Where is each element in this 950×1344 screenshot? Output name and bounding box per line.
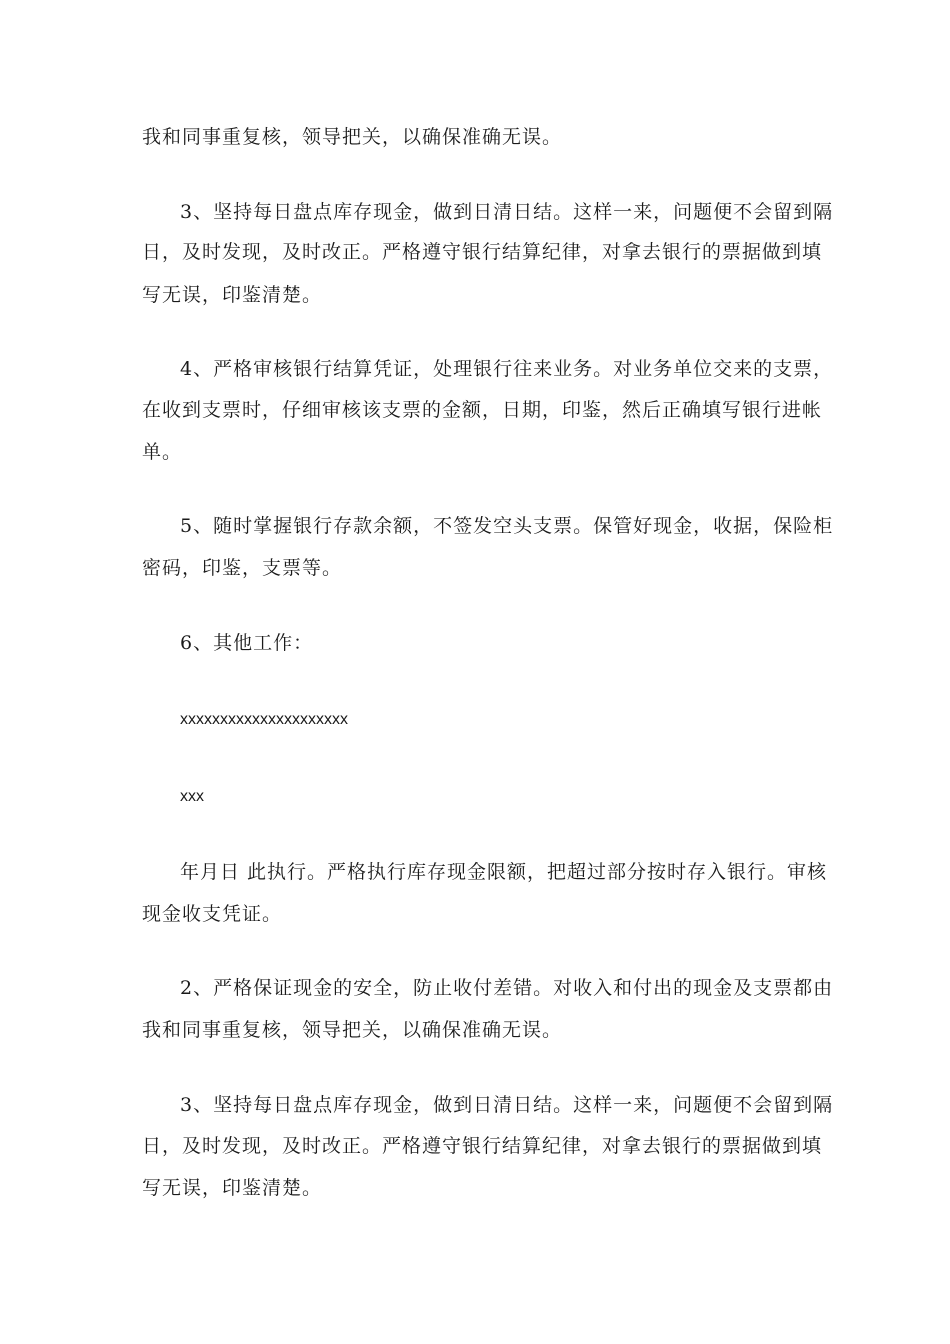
paragraph-line: 写无误，印鉴清楚。 [142, 1177, 323, 1199]
paragraph-line: 单。 [142, 441, 183, 463]
paragraph-line: 3、坚持每日盘点库存现金，做到日清日结。这样一来，问题便不会留到隔 [180, 1094, 834, 1116]
paragraph-line: 年月日 此执行。严格执行库存现金限额，把超过部分按时存入银行。审核 [180, 861, 828, 883]
paragraph-line: 6、其他工作： [180, 632, 314, 654]
paragraph-line: 密码，印鉴，支票等。 [142, 557, 343, 579]
paragraph-line: 日，及时发现，及时改正。严格遵守银行结算纪律，对拿去银行的票据做到填 [142, 241, 823, 263]
paragraph-line: 现金收支凭证。 [142, 903, 283, 925]
paragraph-line: 5、随时掌握银行存款余额，不签发空头支票。保管好现金，收据，保险柜 [180, 515, 834, 537]
paragraph-line: 日，及时发现，及时改正。严格遵守银行结算纪律，对拿去银行的票据做到填 [142, 1135, 823, 1157]
placeholder-line: xxxxxxxxxxxxxxxxxxxxx [180, 711, 348, 728]
paragraph-line: 3、坚持每日盘点库存现金，做到日清日结。这样一来，问题便不会留到隔 [180, 201, 834, 223]
paragraph-line: 4、严格审核银行结算凭证，处理银行往来业务。对业务单位交来的支票， [180, 358, 834, 380]
paragraph-line: 在收到支票时，仔细审核该支票的金额，日期，印鉴，然后正确填写银行进帐 [142, 399, 823, 421]
paragraph-line: 我和同事重复核，领导把关，以确保准确无误。 [142, 126, 563, 148]
paragraph-line: 我和同事重复核，领导把关，以确保准确无误。 [142, 1019, 563, 1041]
paragraph-line: 写无误，印鉴清楚。 [142, 284, 323, 306]
placeholder-line: xxx [180, 788, 204, 805]
paragraph-line: 2、严格保证现金的安全，防止收付差错。对收入和付出的现金及支票都由 [180, 977, 834, 999]
